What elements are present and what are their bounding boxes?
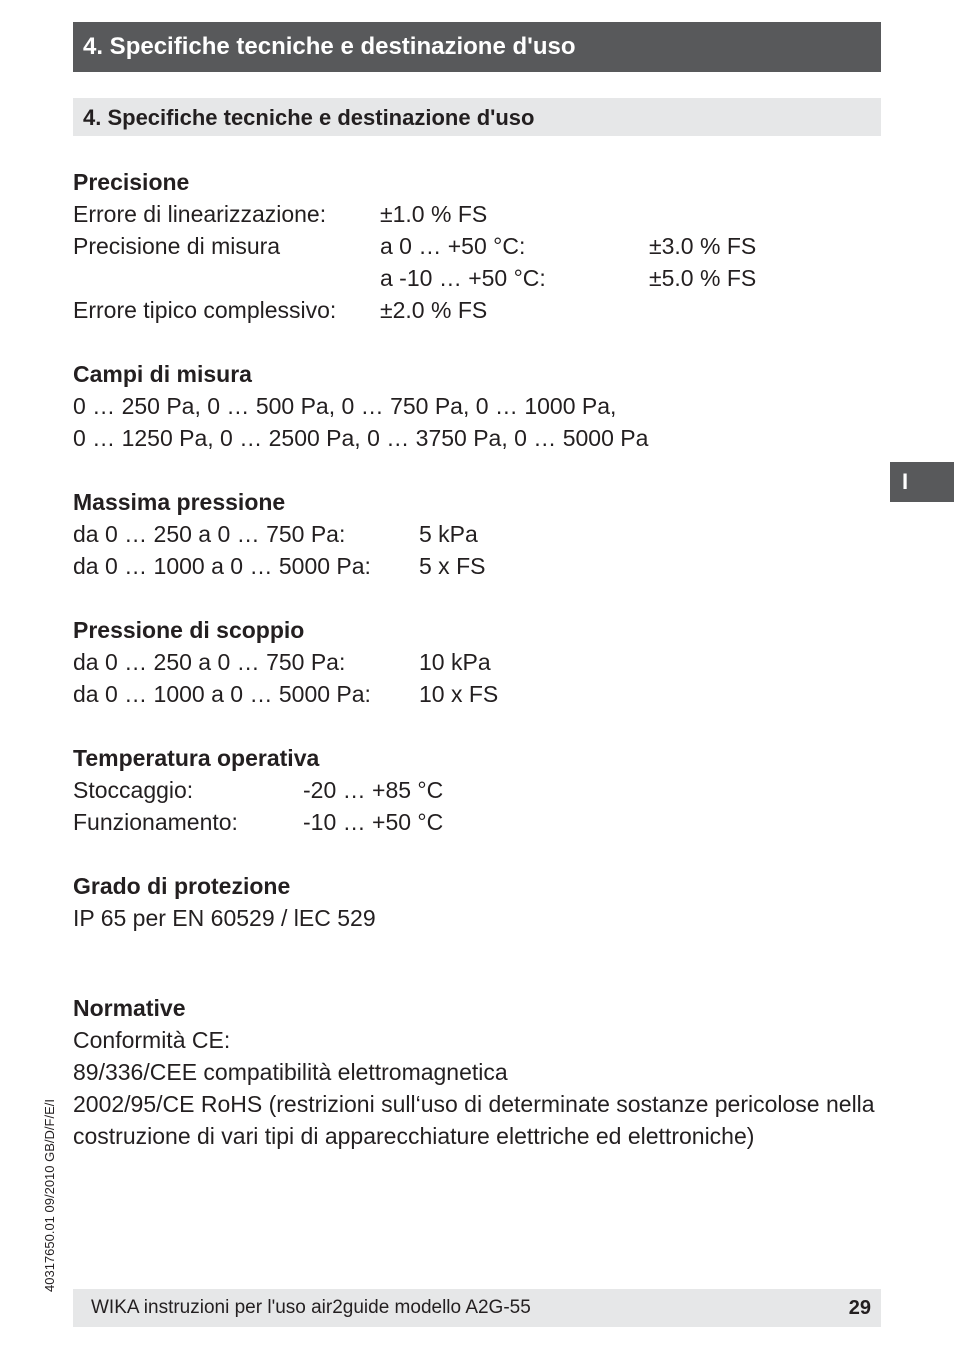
ranges-block [73, 358, 881, 454]
burst-pressure-block [73, 614, 881, 710]
spec-label: Errore tipico complessivo: [73, 297, 337, 323]
spec-label: Stoccaggio: [73, 777, 194, 803]
spec-row [73, 550, 881, 582]
protection-text: IP 65 per EN 60529 / lEC 529 [73, 905, 376, 931]
spec-value: ±2.0 % FS [380, 297, 488, 323]
spec-label: Errore di linearizzazione: [73, 201, 327, 227]
spec-value: -20 … +85 °C [303, 777, 444, 803]
precision-heading: Precisione [73, 169, 190, 195]
document-code: 40317650.01 09/2010 GB/D/F/E/I [42, 1099, 57, 1292]
spec-value: -10 … +50 °C [303, 809, 444, 835]
language-tab: I [890, 462, 954, 502]
spec-row [73, 678, 881, 710]
protection-heading: Grado di protezione [73, 873, 291, 899]
page-number: 29 [848, 1297, 871, 1319]
spec-row [73, 806, 881, 838]
temperature-block [73, 742, 881, 838]
spec-label: da 0 … 250 a 0 … 750 Pa: [73, 521, 346, 547]
spec-value: 10 x FS [419, 681, 499, 707]
standards-line: 89/336/CEE compatibilità elettromagnetica [73, 1059, 508, 1085]
spec-value: a -10 … +50 °C: [380, 265, 546, 291]
spec-row [73, 294, 881, 326]
spec-value: 5 kPa [419, 521, 478, 547]
standards-paragraph: 2002/95/CE RoHS (restrizioni sull‘uso di determinate sostanze pericolose nella costruzione di vari tipi di apparecchiature elettriche ed elettroniche) [73, 1091, 875, 1149]
spec-label: da 0 … 1000 a 0 … 5000 Pa: [73, 681, 371, 707]
spec-value: 10 kPa [419, 649, 491, 675]
max-pressure-block [73, 486, 881, 582]
spec-row [73, 230, 881, 262]
temperature-heading: Temperatura operativa [73, 745, 320, 771]
spec-label: da 0 … 1000 a 0 … 5000 Pa: [73, 553, 371, 579]
spec-row [73, 646, 881, 678]
spec-label: Precisione di misura [73, 233, 281, 259]
footer-text: WIKA instruzioni per l'uso air2guide modello A2G-55 [91, 1297, 531, 1318]
spec-row [73, 518, 881, 550]
standards-block [73, 992, 881, 1152]
ranges-heading: Campi di misura [73, 361, 252, 387]
spec-value-2: ±3.0 % FS [649, 233, 757, 259]
spec-label: da 0 … 250 a 0 … 750 Pa: [73, 649, 346, 675]
spec-value: 5 x FS [419, 553, 486, 579]
spec-value: ±1.0 % FS [380, 201, 488, 227]
standards-line: Conformità CE: [73, 1027, 231, 1053]
spec-label: Funzionamento: [73, 809, 238, 835]
ranges-line: 0 … 1250 Pa, 0 … 2500 Pa, 0 … 3750 Pa, 0 … 5000 Pa [73, 425, 649, 451]
precision-block [73, 166, 881, 326]
spec-value: a 0 … +50 °C: [380, 233, 526, 259]
section-title: 4. Specifiche tecniche e destinazione d'uso [73, 98, 881, 136]
protection-block [73, 870, 881, 934]
spec-row [73, 198, 881, 230]
footer [73, 1289, 881, 1327]
burst-pressure-heading: Pressione di scoppio [73, 617, 305, 643]
spec-row [73, 774, 881, 806]
spec-row [73, 262, 881, 294]
ranges-line: 0 … 250 Pa, 0 … 500 Pa, 0 … 750 Pa, 0 … 1000 Pa, [73, 393, 617, 419]
spec-value-2: ±5.0 % FS [649, 265, 757, 291]
spec-content [73, 166, 881, 1184]
standards-heading: Normative [73, 995, 186, 1021]
max-pressure-heading: Massima pressione [73, 489, 286, 515]
chapter-header: 4. Specifiche tecniche e destinazione d'uso [73, 22, 881, 72]
